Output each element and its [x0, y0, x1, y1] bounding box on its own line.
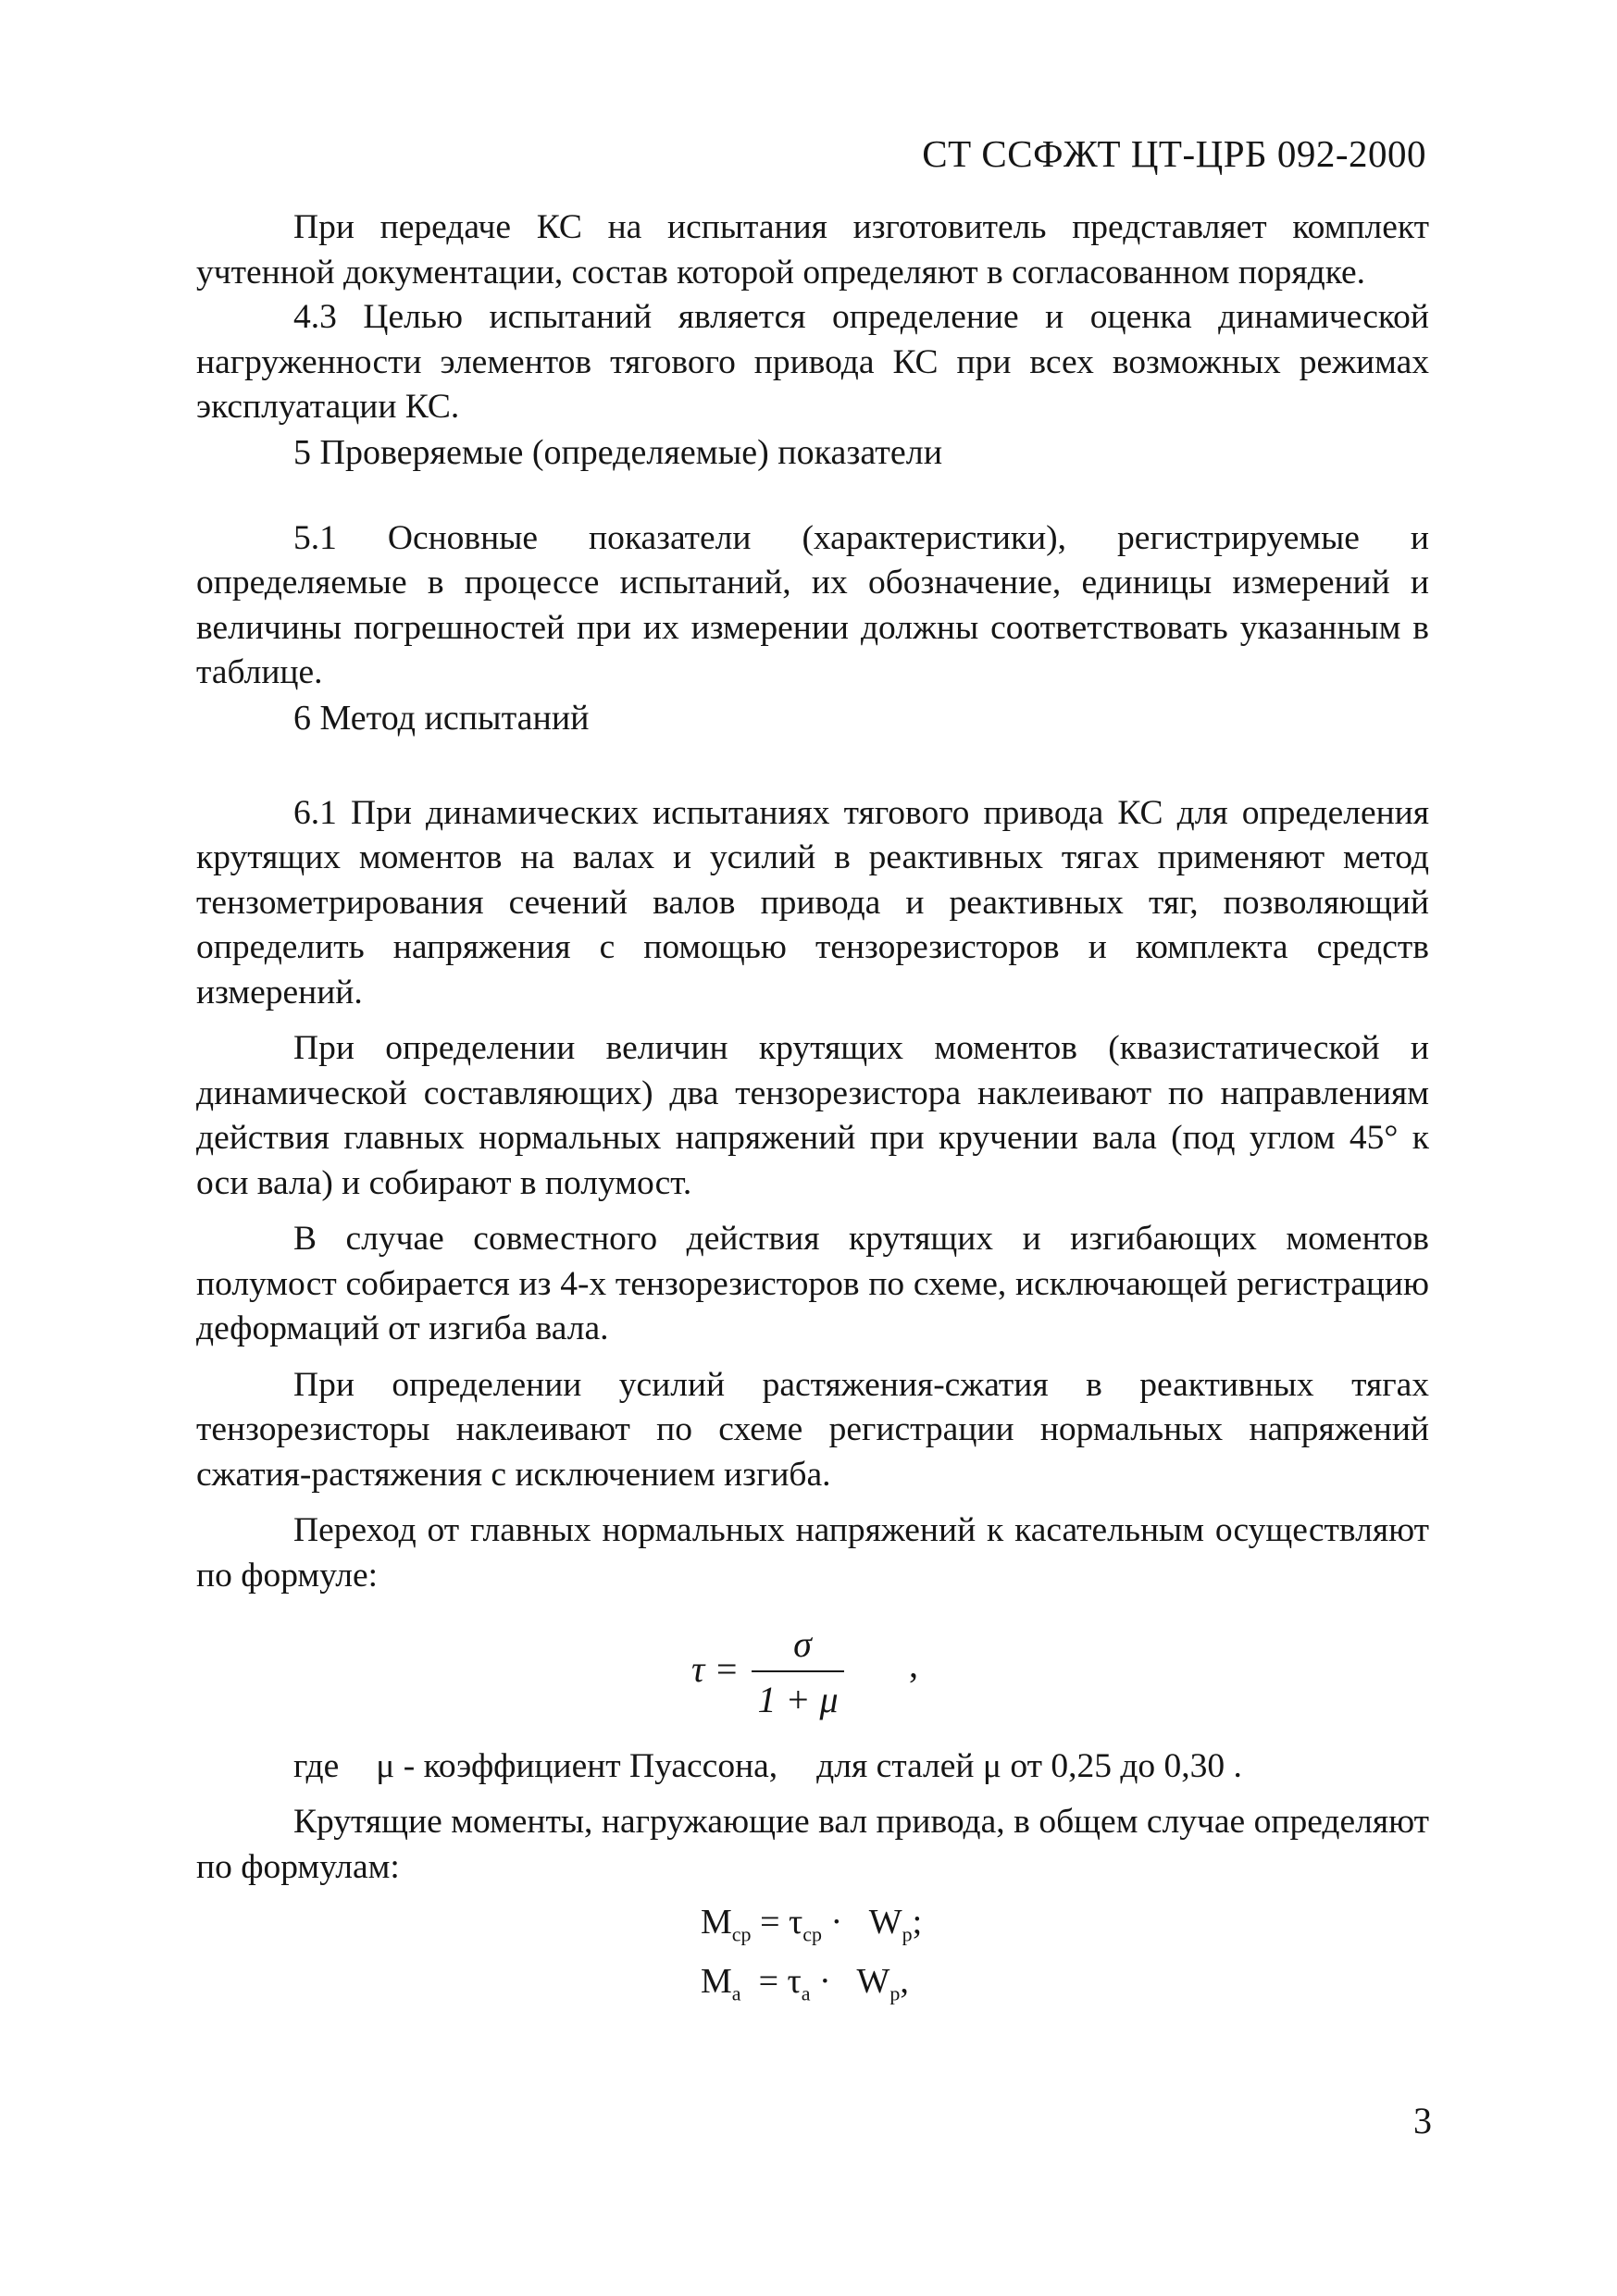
paragraph-combined-action: В случае совместного действия крутящих и изгибающих моментов полумост собирается из 4-х тензорезисторов по схеме, исключающей регистрацию деформаций от изгиба вала.	[196, 1220, 1429, 1347]
torque-formulas	[701, 1899, 1429, 2017]
page-number: 3	[1413, 2100, 1432, 2141]
formula-denominator: 1 + μ	[757, 1679, 839, 1720]
paragraph-4-3: 4.3 Целью испытаний является определение и оценка динамической нагруженности элементов тягового привода КС при всех возможных режимах эксплуатации КС.	[196, 298, 1429, 426]
where-word: где	[293, 1747, 340, 1785]
shear-stress-formula	[196, 1617, 1429, 1737]
poisson-definition: μ - коэффициент Пуассона,	[376, 1747, 778, 1785]
paragraph-torque-formulas: Крутящие моменты, нагружающие вал привода, в общем случае определяют по формулам:	[196, 1803, 1429, 1886]
steel-poisson-range: для сталей μ от 0,25 до 0,30 .	[816, 1747, 1242, 1785]
formula-lhs: τ =	[691, 1648, 740, 1690]
paragraph-tension-compression: При определении усилий растяжения-сжатия в реактивных тягах тензорезисторы наклеивают по схеме регистрации нормальных напряжений сжатия-растяжения с исключением изгиба.	[196, 1365, 1429, 1494]
formula-explanation	[196, 1744, 1429, 1789]
torque-formula-mean: $M_{ср} = \tau_{ср} \cdot W_p$;	[701, 1903, 923, 1946]
paragraph-torque-measurement: При определении величин крутящих моментов (квазистатической и динамической составляющих) два тензорезистора наклеивают по направлениям действия главных нормальных напряжений при кручении вала (под углом 45° к оси вала) и собирают в полумост.	[196, 1029, 1429, 1202]
formula-numerator: σ	[793, 1623, 812, 1665]
torque-formula-amplitude: $M_a = \tau_a \cdot W_p$,	[701, 1961, 909, 2005]
paragraph-stress-transition: Переход от главных нормальных напряжений к касательным осуществляют по формуле:	[196, 1511, 1429, 1595]
section-6-heading: 6 Метод испытаний	[293, 698, 590, 738]
fraction-bar	[752, 1670, 844, 1672]
paragraph-6-1: 6.1 При динамических испытаниях тягового привода КС для определения крутящих моментов на валах и усилий в реактивных тягах применяют метод тензометрирования сечений валов привода и реактивных тяг, позволяющий определить напряжения с помощью тензорезисторов и комплекта средств измерений.	[196, 793, 1429, 1011]
paragraph-handover: При передаче КС на испытания изготовитель представляет комплект учтенной документации, состав которой определяют в согласованном порядке.	[196, 208, 1429, 292]
body-text	[196, 205, 1429, 2017]
formula-comma: ,	[909, 1644, 918, 1685]
paragraph-5-1: 5.1 Основные показатели (характеристики), регистрируемые и определяемые в процессе испытаний, их обозначение, единицы измерений и величины погрешностей при их измерении должны соответствовать указанным в таблице.	[196, 518, 1429, 691]
section-5-heading: 5 Проверяемые (определяемые) показатели	[293, 432, 943, 472]
document-code-header: СТ ССФЖТ ЦТ-ЦРБ 092-2000	[922, 132, 1426, 175]
